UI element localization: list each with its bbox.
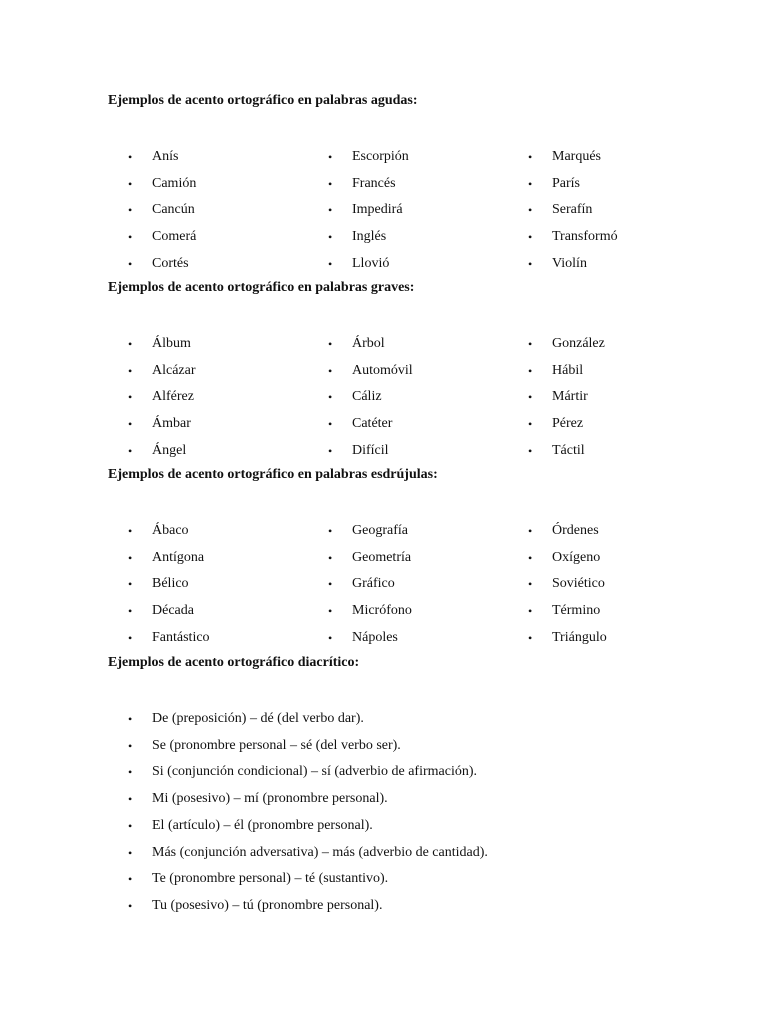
bullet-icon: • [128,524,133,538]
list-item-label: Escorpión [352,149,409,164]
list-item-label: Más (conjunción adversativa) – más (adverbio de cantidad). [152,844,488,860]
bullet-icon: • [128,630,133,645]
list-item-label: Inglés [352,229,387,245]
bullet-icon: • [128,230,133,245]
list-item-label: Alcázar [152,362,196,378]
bullet-icon: • [128,203,133,218]
bullet-icon: • [328,630,333,645]
list-item-label: Órdenes [552,523,599,538]
list-item-label: Triángulo [552,629,607,645]
list-item-label: París [552,175,580,191]
section-diacritico [108,653,728,913]
list-item-label: Micrófono [352,603,412,619]
list-item-label: Fantástico [152,629,210,645]
list-item-label: Mártir [552,389,588,405]
list-item-label: Transformó [552,229,618,245]
list-item-label: Francés [352,175,396,191]
bullet-icon: • [328,550,333,565]
bullet-icon: • [328,577,333,592]
bullet-icon: • [328,524,333,538]
list-item-label: Mi (posesivo) – mí (pronombre personal). [152,791,388,807]
list-item-label: Álbum [152,336,191,351]
bullet-icon: • [528,604,533,619]
bullet-icon: • [128,363,133,378]
list-item-label: Táctil [552,442,585,458]
bullet-icon: • [328,256,333,271]
list-item-label: Árbol [352,336,385,351]
bullet-icon: • [128,150,133,164]
bullet-icon: • [128,256,133,271]
list-item-label: Oxígeno [552,549,601,565]
list-item-label: Difícil [352,442,389,458]
list-item-label: El (artículo) – él (pronombre personal). [152,817,373,833]
bullet-icon: • [328,443,333,458]
bullet-icon: • [528,417,533,432]
list-item-label: Soviético [552,576,605,592]
bullet-icon: • [528,363,533,378]
list-item-label: Impedirá [352,202,403,218]
bullet-icon: • [128,550,133,565]
bullet-icon: • [128,712,133,726]
bullet-icon: • [328,337,333,351]
list-item-label: Anís [152,149,179,164]
bullet-icon: • [128,417,133,432]
bullet-icon: • [128,898,133,913]
bullet-icon: • [128,176,133,191]
list-item-label: González [552,336,605,351]
bullet-icon: • [528,577,533,592]
list-item-label: Automóvil [352,362,413,378]
bullet-icon: • [528,230,533,245]
bullet-icon: • [328,363,333,378]
list-item-label: Camión [152,175,197,191]
bullet-icon: • [128,577,133,592]
list-item-label: Nápoles [352,629,398,645]
bullet-icon: • [528,524,533,538]
list-item-label: Serafín [552,202,593,218]
bullet-icon: • [128,390,133,405]
bullet-icon: • [528,630,533,645]
list-item-label: Geometría [352,549,412,565]
list-item-label: Violín [552,255,587,271]
list-item-label: Hábil [552,362,584,378]
list-item-label: Cancún [152,202,195,218]
list-item-label: Ángel [152,442,187,458]
section-esdrujulas [108,465,728,645]
bullet-icon: • [528,390,533,405]
bullet-icon: • [528,256,533,271]
list-item-label: Ábaco [152,523,189,538]
bullet-icon: • [328,230,333,245]
list-item-label: Antígona [152,549,205,565]
bullet-icon: • [128,337,133,351]
list-item-label: Geografía [352,523,408,538]
list-item-label: Comerá [152,229,197,245]
list-item-label: Llovió [352,255,390,271]
list-item-label: Tu (posesivo) – tú (pronombre personal). [152,897,383,913]
list-item-label: Gráfico [352,576,395,592]
list-item-label: Pérez [552,416,584,432]
bullet-icon: • [128,845,133,860]
list-item-label: Bélico [152,576,189,592]
list-item-label: Ámbar [152,416,191,432]
list-item-label: Te (pronombre personal) – té (sustantivo). [152,871,389,887]
bullet-icon: • [328,417,333,432]
bullet-icon: • [128,765,133,780]
section-heading: Ejemplos de acento ortográfico en palabras graves: [108,280,415,295]
list-item-label: Alférez [152,389,194,405]
section-heading: Ejemplos de acento ortográfico diacrítico: [108,655,360,670]
list-item-label: Marqués [552,149,601,164]
list-item-label: Si (conjunción condicional) – sí (adverbio de afirmación). [152,764,478,780]
bullet-icon: • [328,604,333,619]
bullet-icon: • [128,792,133,807]
list-item-label: Se (pronombre personal – sé (del verbo ser). [152,737,401,753]
list-item-label: Cáliz [352,389,382,405]
section-graves [108,278,728,458]
bullet-icon: • [328,390,333,405]
bullet-icon: • [528,203,533,218]
list-item-label: Catéter [352,416,393,432]
section-heading: Ejemplos de acento ortográfico en palabras agudas: [108,93,418,108]
list-item-label: Década [152,603,194,619]
list-item-label: Cortés [152,255,189,271]
bullet-icon: • [328,150,333,164]
bullet-icon: • [128,604,133,619]
bullet-icon: • [528,443,533,458]
bullet-icon: • [528,337,533,351]
bullet-icon: • [128,818,133,833]
bullet-icon: • [328,176,333,191]
bullet-icon: • [328,203,333,218]
bullet-icon: • [528,550,533,565]
bullet-icon: • [128,738,133,753]
section-agudas [108,91,728,271]
bullet-icon: • [528,150,533,164]
list-item-label: Término [552,603,601,619]
section-heading: Ejemplos de acento ortográfico en palabras esdrújulas: [108,467,438,482]
list-item-label: De (preposición) – dé (del verbo dar). [152,711,364,726]
bullet-icon: • [528,176,533,191]
bullet-icon: • [128,443,133,458]
bullet-icon: • [128,872,133,887]
